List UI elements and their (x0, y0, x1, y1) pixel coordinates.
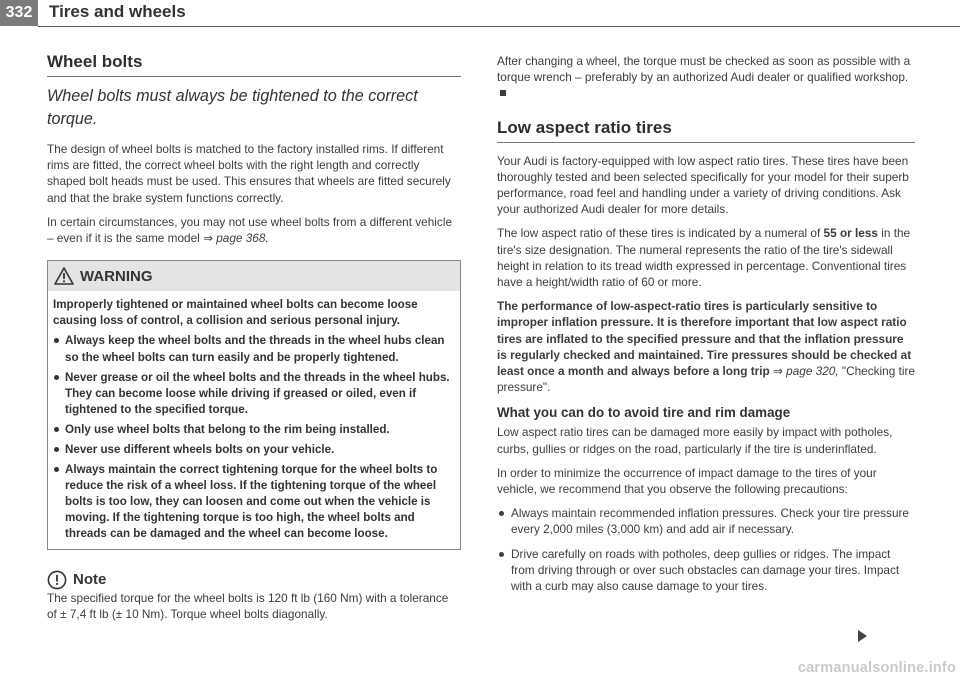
low-aspect-paragraph-3 (497, 298, 915, 395)
note-label: Note (73, 571, 107, 589)
warning-box (47, 260, 461, 549)
page-number: 332 (0, 0, 38, 26)
wheel-bolts-paragraph-2-text: In certain circumstances, you may not use wheel bolts from a different vehicle – even if it is the same model (47, 214, 452, 246)
note-text: The specified torque for the wheel bolts is 120 ft lb (160 Nm) with a tolerance of ± 7,4 ft lb (± 10 Nm). Torque wheel bolts diagonally. (47, 590, 449, 621)
section-title: Tires and wheels (49, 2, 186, 21)
note-circle-icon (47, 570, 67, 590)
warning-bullet: Never use different wheels bolts on your vehicle. (53, 442, 455, 458)
low-aspect-paragraph-3-bold: The performance of low-aspect-ratio tires is particularly sensitive to improper inflation pressure. It is therefore important that low aspect ratio tires are inflated to the specified pressure and that the inflation pressure is regularly checked and maintained. Tire pressures should be checked at least once a month and always before a long trip (497, 299, 912, 379)
low-aspect-paragraph-2-bold: 55 or less (823, 226, 878, 241)
warning-bullet: Only use wheel bolts that belong to the rim being installed. (53, 422, 455, 438)
note-header (47, 570, 461, 590)
header-divider (38, 26, 960, 27)
warning-header (48, 260, 460, 291)
continue-arrow-icon (858, 630, 867, 642)
low-aspect-paragraph-3-tail: "Checking tire pressure". (497, 364, 915, 395)
tire-damage-subheading: What you can do to avoid tire and rim damage (497, 405, 791, 421)
low-aspect-paragraph-2 (497, 225, 915, 290)
low-aspect-paragraph-2-b: in the tire's size designation. The numeral represents the ratio of the tire's sidewall height in relation to its tread width expressed in percentage. Conventional tires have a height/width ratio of 60 or more. (497, 226, 911, 290)
tire-damage-paragraph-1: Low aspect ratio tires can be damaged more easily by impact with potholes, curbs, gullies or ridges on the road, particularly if the tire is underinflated. (497, 425, 893, 456)
right-column (497, 53, 915, 602)
warning-bullet: Always keep the wheel bolts and the threads in the wheel hubs clean so the wheel bolts can turn easily and be properly tightened. (53, 333, 455, 365)
warning-body (48, 291, 460, 548)
wheel-bolts-paragraph-2 (47, 214, 461, 246)
page-reference-link[interactable]: ⇒ page 368. (203, 231, 269, 246)
low-aspect-paragraph-1: Your Audi is factory-equipped with low aspect ratio tires. These tires have been thoroughly tested and been selected specifically for your model for their superb performance, road feel and handling under a variety of driving conditions. Ask your authorized Audi dealer for more details. (497, 153, 909, 217)
warning-label: WARNING (80, 267, 153, 285)
warning-intro: Improperly tightened or maintained wheel bolts can become loose causing loss of control, a collision and serious personal injury. (53, 298, 418, 328)
watermark: carmanualsonline.info (797, 660, 956, 676)
warning-bullet: Never grease or oil the wheel bolts and the threads in the wheel hubs. They can become loose while driving if greased or oiled, even if tightened to the specified torque. (53, 370, 455, 418)
section-end-marker (500, 90, 506, 96)
warning-triangle-icon (54, 267, 74, 285)
page-reference-link[interactable]: ⇒ page 320, (772, 364, 839, 379)
left-column (47, 52, 461, 630)
tire-damage-paragraph-2: In order to minimize the occurrence of impact damage to the tires of your vehicle, we recommend that you observe the following precautions: (497, 465, 877, 497)
wheel-bolts-subtitle: Wheel bolts must always be tightened to the correct torque. (47, 87, 418, 128)
wheel-bolts-paragraph-1: The design of wheel bolts is matched to the factory installed rims. If different rims are fitted, the correct wheel bolts with the right length and correctly shaped bolt heads must be used. This ensures that wheels are fitted securely and that the brake system functions correctly. (47, 142, 451, 205)
precaution-bullet: Always maintain recommended inflation pressures. Check your tire pressure every 2,000 miles (3,000 km) and add air if necessary. (497, 505, 915, 537)
low-aspect-paragraph-2-a: The low aspect ratio of these tires is indicated by a numeral of (497, 226, 824, 241)
precaution-bullet: Drive carefully on roads with potholes, deep gullies or ridges. The impact from driving through or over such obstacles can damage your tires. Impact with a curb may also cause damage to your tires. (497, 546, 915, 595)
warning-bullet: Always maintain the correct tightening torque for the wheel bolts to reduce the risk of a wheel loss. If the tightening torque of the wheel bolts is too low, they can loosen and come out when the vehicle is moving. If the tightening torque is too high, the wheel bolts and threads can be damaged and the wheel can become loose. (53, 462, 455, 542)
torque-check-paragraph (497, 53, 915, 102)
torque-check-text: After changing a wheel, the torque must be checked as soon as possible with a torque wrench – preferably by an authorized Audi dealer or qualified workshop. (497, 54, 911, 85)
wheel-bolts-heading: Wheel bolts (47, 52, 461, 77)
low-aspect-ratio-heading: Low aspect ratio tires (497, 118, 915, 143)
